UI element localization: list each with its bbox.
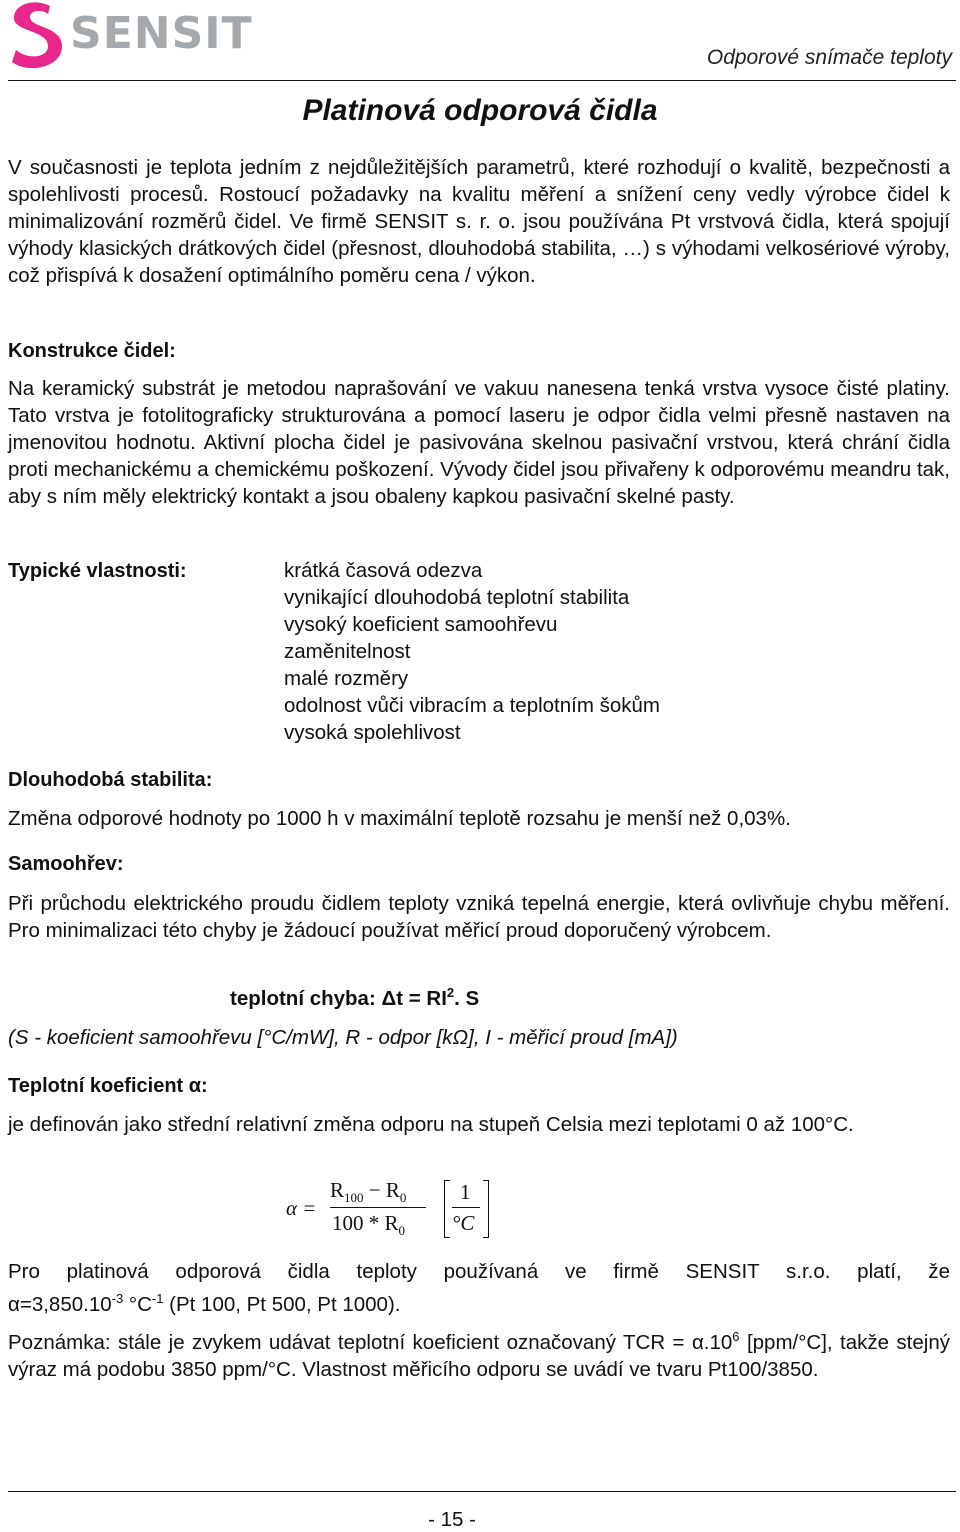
company-logo xyxy=(6,0,276,70)
selfheating-note: (S - koeficient samoohřevu [°C/mW], R - odpor [kΩ], I - měřicí proud [mA]) xyxy=(8,1026,678,1049)
footer-rule xyxy=(8,1491,956,1492)
property-item: malé rozměry xyxy=(284,667,409,690)
construction-paragraph: Na keramický substrát je metodou naprašování ve vakuu nanesena tenká vrstva vysoce čisté platiny. Tato vrstva je fotolitograficky strukturována a pomocí laseru je odpor čidla velmi přesně nastaven na jmenovitou hodnotu. Aktivní plocha čidel je pasivována skelnou pasivační vrstvou, která chrání čidla proti mechanickému a chemickému poškození. Vývody čidel jsou přivařeny k odporovému meandru tak, aby s ním měly elektrický kontakt a jsou obaleny kapkou pasivační skelné pasty. xyxy=(8,377,950,508)
property-item: vynikající dlouhodobá teplotní stabilita xyxy=(284,586,630,609)
stability-heading: Dlouhodobá stabilita: xyxy=(8,769,213,791)
alpha-symbol: α = xyxy=(286,1196,317,1220)
selfheating-paragraph: Při průchodu elektrického proudu čidlem teploty vzniká tepelná energie, která ovlivňuje chybu měření. Pro minimalizaci této chyby je žádoucí používat měřicí proud doporučený výrobcem. xyxy=(8,892,950,942)
unit-fraction-bar xyxy=(452,1207,480,1208)
pt-statement-line1: Pro platinová odporová čidla teploty používaná ve firmě SENSIT s.r.o. platí, že xyxy=(8,1260,950,1283)
page-number: - 15 - xyxy=(428,1508,476,1531)
unit-bracket-right xyxy=(483,1180,489,1238)
property-item: vysoká spolehlivost xyxy=(284,721,461,744)
logo-wordmark: SENSIT xyxy=(70,8,253,59)
properties-list xyxy=(284,557,660,746)
coefficient-heading: Teplotní koeficient α: xyxy=(8,1075,208,1097)
fraction-bar xyxy=(330,1207,426,1208)
formula-denominator: $100 * R_0$ xyxy=(332,1211,406,1239)
property-item: krátká časová odezva xyxy=(284,559,483,582)
alpha-formula xyxy=(286,1178,506,1240)
unit-bracket-left xyxy=(444,1180,450,1238)
page-title: Platinová odporová čidla xyxy=(302,94,658,127)
unit-numerator: 1 xyxy=(460,1180,471,1204)
pt-statement-line2: $\alpha=3,850.10^{-3}$ $^\circ C^{-1}$ (Pt 100, Pt 500, Pt 1000). xyxy=(8,1291,401,1316)
tcr-note: Poznámka: stále je zvykem udávat teplotní koeficient označovaný TCR = $\alpha.10^6$ [ppm/°C], takže stejný výraz má podobu 3850 ppm/°C. Vlastnost měřicího odporu se uvádí ve tvaru Pt100/3850. xyxy=(8,1329,950,1381)
stability-text: Změna odporové hodnoty po 1000 h v maximální teplotě rozsahu je menší než 0,03%. xyxy=(8,807,791,830)
pt-statement xyxy=(8,1258,950,1318)
intro-paragraph: V současnosti je teplota jedním z nejdůležitějších parametrů, které rozhodují o kvalitě, bezpečnosti a spolehlivosti procesů. Rostoucí požadavky na kvalitu měření a snížení ceny vedly výrobce čidel k minimalizování rozměrů čidel. Ve firmě SENSIT s. r. o. jsou používána Pt vrstvová čidla, která spojují výhody klasických drátkových čidel (přesnost, dlouhodobá stabilita, …) s výhodami velkosériové výroby, což přispívá k dosažení optimálního poměru cena / výkon. xyxy=(8,156,950,287)
delta-symbol: Δ xyxy=(381,986,397,1010)
property-item: vysoký koeficient samoohřevu xyxy=(284,613,558,636)
header-rule xyxy=(8,80,956,81)
property-item: odolnost vůči vibracím a teplotním šokům xyxy=(284,694,660,717)
sensit-logo-icon xyxy=(6,0,68,70)
selfheating-heading: Samoohřev: xyxy=(8,853,124,875)
selfheating-formula: teplotní chyba: $\Delta t = RI^2$. S xyxy=(230,985,480,1010)
property-item: zaměnitelnost xyxy=(284,640,411,663)
section-title: Odporové snímače teploty xyxy=(706,46,952,69)
properties-heading: Typické vlastnosti: xyxy=(8,560,187,582)
formula-numerator: $R_{100} - R_0$ xyxy=(330,1178,407,1206)
coefficient-paragraph: je definován jako střední relativní změna odporu na stupeň Celsia mezi teplotami 0 až 100°C. xyxy=(8,1113,854,1136)
construction-heading: Konstrukce čidel: xyxy=(8,340,176,362)
unit-denominator: °C xyxy=(452,1211,475,1235)
